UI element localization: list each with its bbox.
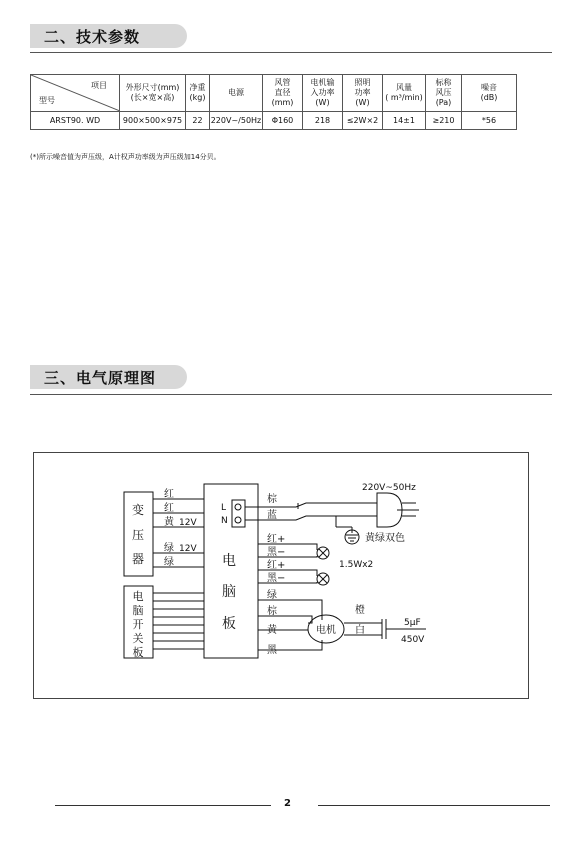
section-header-wiring [30,365,187,389]
header-duct-diameter: 风管 直径 (mm) [263,75,303,112]
wire-label: 红 [164,503,174,514]
cell-dimensions: 900×500×975 [120,112,186,130]
lamp-rating-label: 1.5Wx2 [339,560,374,570]
header-motor-power: 电机输 入功率 (W) [303,75,343,112]
computer-board-char: 脑 [222,584,236,600]
wiring-diagram-frame [33,452,529,699]
power-wires [245,503,377,520]
header-light-power: 照明 功率 (W) [343,75,383,112]
noise-footnote: (*)所示噪音值为声压级，A计权声功率级为声压级加14分贝。 [30,153,221,161]
switch-board-char: 开 [132,618,144,631]
cell-noise: *56 [462,112,517,130]
lamp-icon [317,573,329,585]
switch-board-char: 板 [132,646,144,659]
lamp-icon [317,547,329,559]
wire-label: 绿 [164,557,174,568]
cell-power-supply: 220V~/50Hz [210,112,263,130]
lamp-wire-label: 红+ [267,560,286,571]
terminal-N [235,517,241,523]
wire-label-orange: 橙 [355,605,365,616]
switch-board-wires [153,593,204,649]
page-number: 2 [284,798,291,809]
cell-model: ARST90. WD [31,112,120,130]
transformer-char: 器 [131,552,145,566]
cell-airflow: 14±1 [383,112,426,130]
terminal-L [235,504,241,510]
header-airflow: 风量 ( m³/min) [383,75,426,112]
transformer-wires [153,499,204,567]
motor-wire-label: 黄 [267,625,277,636]
capacitor-voltage: 450V [401,635,425,645]
motor-wire-label: 黑 [267,645,277,656]
lamp-wire-label: 黑− [267,547,286,558]
cell-duct-diameter: Φ160 [263,112,303,130]
wire-label-blue: 蓝 [267,510,277,521]
cell-light-power: ≤2W×2 [343,112,383,130]
wire-label-white: 白 [355,625,365,636]
table-header-row [31,75,517,112]
diagonal-header-cell [31,75,120,112]
motor-wire-label: 棕 [267,606,277,617]
section-title-wiring: 三、电气原理图 [44,369,157,387]
section-header-specs [30,24,187,48]
footer-rule-right [318,805,550,806]
voltage-label: 12V [179,544,197,554]
cell-motor-power: 218 [303,112,343,130]
lamp-wire-label: 红+ [267,534,286,545]
voltage-label: 12V [179,518,197,528]
lamp-wire-label: 黑− [267,573,286,584]
header-noise: 噪音 (dB) [462,75,517,112]
header-model: 型号 [39,96,55,105]
wire-label: 黄 [164,517,174,528]
header-weight: 净重 (kg) [186,75,210,112]
header-dimensions: 外形尺寸(mm) (长×宽×高) [120,75,186,112]
switch-board-char: 关 [132,632,144,645]
capacitor-value: 5μF [404,618,421,628]
terminal-label-N: N [221,516,228,526]
switch-board-char: 脑 [132,604,144,617]
spec-table [30,74,517,130]
footer-rule-left [55,805,271,806]
header-power-supply: 电源 [210,75,263,112]
header-pressure: 标称 风压 (Pa) [426,75,462,112]
transformer-char: 变 [131,503,145,517]
section-title-specs: 二、技术参数 [44,28,141,46]
terminal-label-L: L [221,503,227,513]
computer-board-char: 板 [222,616,236,632]
transformer-char: 压 [131,528,145,542]
wire-label: 红 [164,489,174,500]
table-row [31,112,517,130]
motor-label: 电机 [316,625,336,636]
wire-label: 绿 [164,543,174,554]
wiring-diagram [34,453,528,698]
computer-board-char: 电 [222,553,236,569]
switch-board-char: 电 [132,590,144,603]
cell-weight: 22 [186,112,210,130]
power-supply-label: 220V~50Hz [362,483,416,493]
cell-pressure: ≥210 [426,112,462,130]
motor-wire-label: 绿 [267,590,277,601]
ground-wire-label: 黄绿双色 [365,533,405,544]
wire-label-brown: 棕 [267,494,277,505]
header-item: 项目 [91,81,107,90]
section-rule [30,52,552,53]
section-rule [30,394,552,395]
